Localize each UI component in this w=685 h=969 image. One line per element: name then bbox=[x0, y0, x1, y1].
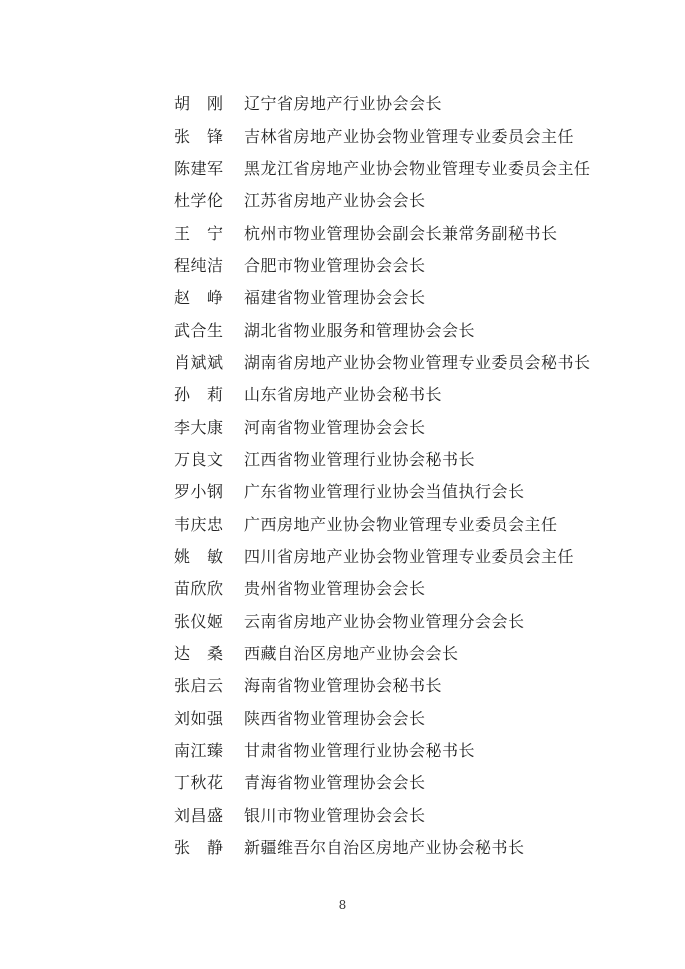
member-organization: 陕西省物业管理协会会长 bbox=[244, 708, 426, 728]
member-name: 罗小钢 bbox=[174, 482, 224, 502]
member-row bbox=[174, 153, 634, 185]
member-name: 万良文 bbox=[174, 449, 224, 469]
member-name: 丁秋花 bbox=[174, 773, 224, 793]
member-organization: 湖南省房地产业协会物业管理专业委员会秘书长 bbox=[244, 352, 591, 372]
member-row bbox=[174, 541, 634, 573]
member-organization: 青海省物业管理协会会长 bbox=[244, 773, 426, 793]
member-organization: 贵州省物业管理协会会长 bbox=[244, 579, 426, 599]
member-name: 赵 峥 bbox=[174, 288, 224, 308]
member-row bbox=[174, 314, 634, 346]
member-name: 程纯洁 bbox=[174, 255, 224, 275]
member-row bbox=[174, 800, 634, 832]
member-organization: 甘肃省物业管理行业协会秘书长 bbox=[244, 741, 476, 761]
member-name: 苗欣欣 bbox=[174, 579, 224, 599]
member-row bbox=[174, 347, 634, 379]
member-name: 武合生 bbox=[174, 320, 224, 340]
member-organization: 四川省房地产业协会物业管理专业委员会主任 bbox=[244, 546, 575, 566]
member-name: 张 锋 bbox=[174, 126, 224, 146]
member-row bbox=[174, 282, 634, 314]
member-organization: 湖北省物业服务和管理协会会长 bbox=[244, 320, 476, 340]
member-row bbox=[174, 250, 634, 282]
member-organization: 河南省物业管理协会会长 bbox=[244, 417, 426, 437]
member-row bbox=[174, 670, 634, 702]
member-name: 胡 刚 bbox=[174, 94, 224, 114]
member-row bbox=[174, 217, 634, 249]
member-row bbox=[174, 88, 634, 120]
member-row bbox=[174, 120, 634, 152]
member-row bbox=[174, 573, 634, 605]
member-list bbox=[174, 88, 634, 864]
member-organization: 江西省物业管理行业协会秘书长 bbox=[244, 449, 476, 469]
member-row bbox=[174, 832, 634, 864]
member-row bbox=[174, 606, 634, 638]
member-organization: 西藏自治区房地产业协会会长 bbox=[244, 644, 459, 664]
member-name: 肖斌斌 bbox=[174, 352, 224, 372]
member-name: 达 桑 bbox=[174, 644, 224, 664]
member-organization: 杭州市物业管理协会副会长兼常务副秘书长 bbox=[244, 223, 558, 243]
member-organization: 山东省房地产业协会秘书长 bbox=[244, 385, 443, 405]
member-name: 韦庆忠 bbox=[174, 514, 224, 534]
member-name: 陈建军 bbox=[174, 158, 224, 178]
member-row bbox=[174, 476, 634, 508]
page-number: 8 bbox=[338, 898, 347, 912]
member-name: 刘昌盛 bbox=[174, 805, 224, 825]
member-name: 南江臻 bbox=[174, 741, 224, 761]
member-name: 张启云 bbox=[174, 676, 224, 696]
member-organization: 合肥市物业管理协会会长 bbox=[244, 255, 426, 275]
member-name: 孙 莉 bbox=[174, 385, 224, 405]
member-organization: 银川市物业管理协会会长 bbox=[244, 805, 426, 825]
member-organization: 广东省物业管理行业协会当值执行会长 bbox=[244, 482, 525, 502]
member-row bbox=[174, 379, 634, 411]
member-organization: 广西房地产业协会物业管理专业委员会主任 bbox=[244, 514, 558, 534]
member-name: 李大康 bbox=[174, 417, 224, 437]
member-organization: 新疆维吾尔自治区房地产业协会秘书长 bbox=[244, 838, 525, 858]
member-name: 王 宁 bbox=[174, 223, 224, 243]
member-organization: 江苏省房地产业协会会长 bbox=[244, 191, 426, 211]
member-name: 姚 敏 bbox=[174, 546, 224, 566]
member-row bbox=[174, 638, 634, 670]
member-organization: 云南省房地产业协会物业管理分会会长 bbox=[244, 611, 525, 631]
member-row bbox=[174, 735, 634, 767]
member-organization: 辽宁省房地产行业协会会长 bbox=[244, 94, 443, 114]
member-row bbox=[174, 508, 634, 540]
member-organization: 黑龙江省房地产业协会物业管理专业委员会主任 bbox=[244, 158, 591, 178]
member-organization: 吉林省房地产业协会物业管理专业委员会主任 bbox=[244, 126, 575, 146]
member-organization: 福建省物业管理协会会长 bbox=[244, 288, 426, 308]
member-organization: 海南省物业管理协会秘书长 bbox=[244, 676, 443, 696]
member-row bbox=[174, 411, 634, 443]
member-name: 张 静 bbox=[174, 838, 224, 858]
member-row bbox=[174, 444, 634, 476]
member-name: 刘如强 bbox=[174, 708, 224, 728]
member-row bbox=[174, 703, 634, 735]
member-name: 张仪姬 bbox=[174, 611, 224, 631]
member-name: 杜学伦 bbox=[174, 191, 224, 211]
member-row bbox=[174, 185, 634, 217]
member-row bbox=[174, 767, 634, 799]
